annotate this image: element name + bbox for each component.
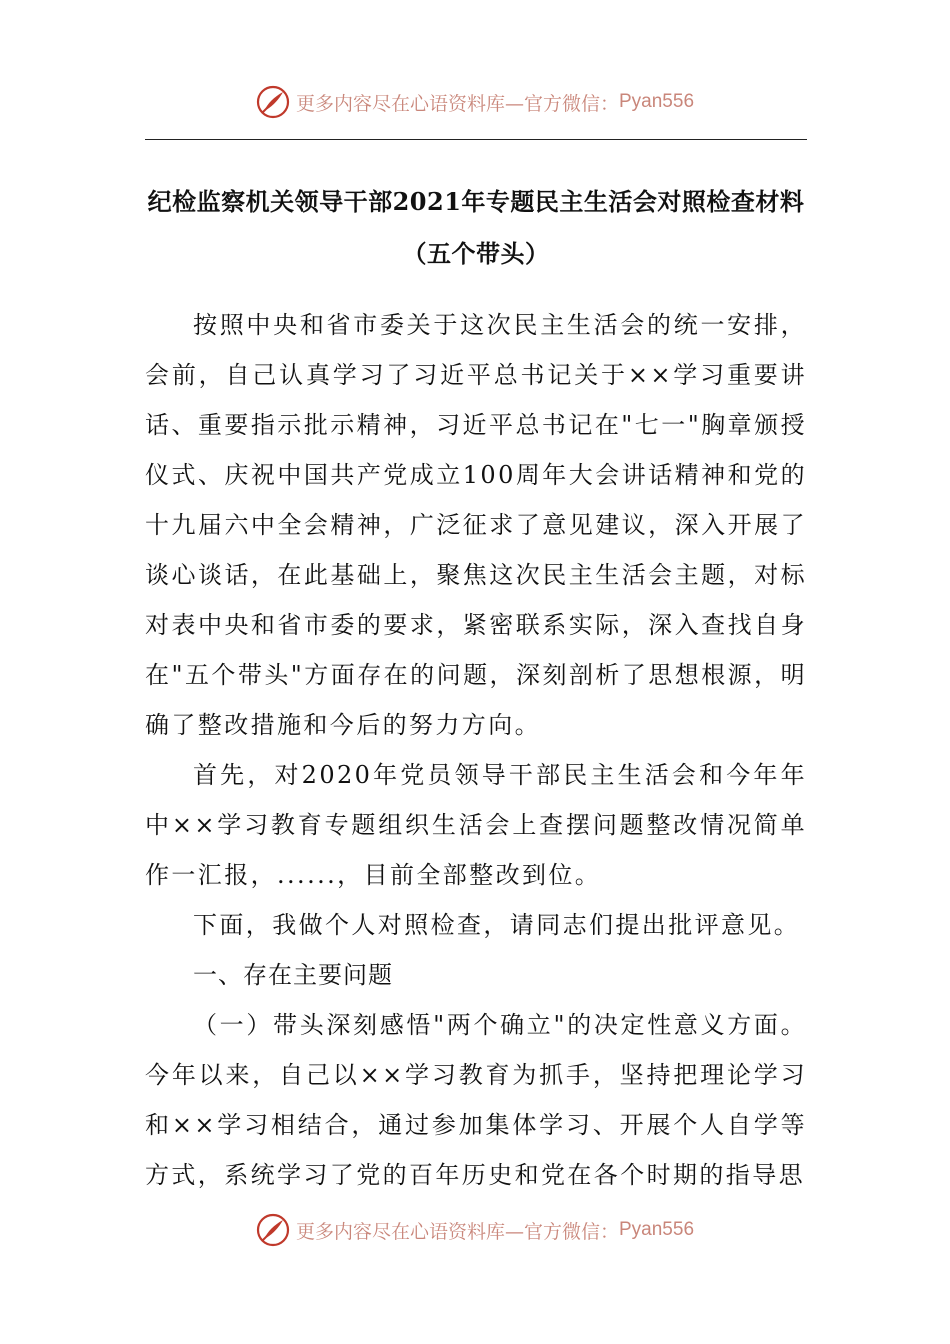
banner-contact: Pyan556: [619, 91, 695, 112]
header-divider: [145, 139, 807, 140]
section-heading: 一、存在主要问题: [193, 961, 393, 989]
header-banner: [0, 82, 950, 122]
banner-text: 更多内容尽在心语资料库—官方微信：: [295, 92, 619, 115]
quill-pen-logo-icon: [256, 1213, 290, 1247]
paragraph: （一）带头深刻感悟"两个确立"的决定性意义方面。今年以来，自己以××学习教育为抓手，坚持把理论学习和××学习相结合，通过参加集体学习、开展个人自学等方式，系统学习了党的百年历史和党在各个时期的指导思: [145, 1011, 807, 1189]
document-body: [145, 300, 807, 1200]
paragraph: 下面，我做个人对照检查，请同志们提出批评意见。: [193, 911, 801, 939]
document-title: 纪检监察机关领导干部2021年专题民主生活会对照检查材料（五个带头）: [147, 187, 805, 268]
banner-text: 更多内容尽在心语资料库—官方微信：: [295, 1220, 619, 1243]
paragraph: 按照中央和省市委关于这次民主生活会的统一安排，会前，自己认真学习了习近平总书记关于××学习重要讲话、重要指示批示精神，习近平总书记在"七一"胸章颁授仪式、庆祝中国共产党成立100周年大会讲话精神和党的十九届六中全会精神，广泛征求了意见建议，深入开展了谈心谈话，在此基础上，聚焦这次民主生活会主题，对标对表中央和省市委的要求，紧密联系实际，深入查找自身在"五个带头"方面存在的问题，深刻剖析了思想根源，明确了整改措施和今后的努力方向。: [145, 311, 807, 739]
quill-pen-logo-icon: [256, 85, 290, 119]
banner-contact: Pyan556: [619, 1219, 695, 1240]
paragraph: 首先，对2020年党员领导干部民主生活会和今年年中××学习教育专题组织生活会上查摆问题整改情况简单作一汇报，......，目前全部整改到位。: [145, 761, 807, 889]
footer-banner: [0, 1210, 950, 1250]
